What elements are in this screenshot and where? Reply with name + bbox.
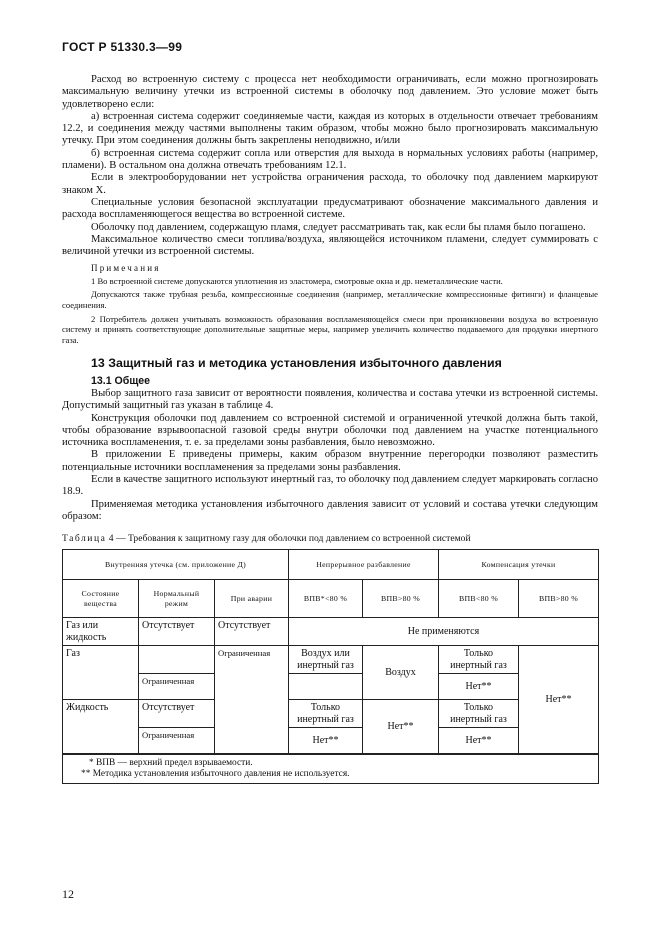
- table-row: [63, 728, 599, 754]
- paragraph: Расход во встроенную систему с процесса нет необходимости ограничивать, если можно прогнозировать максимальную величину утечки из встроенной системы в оболочку под давлением. Это условие может быть удовлетворено если:: [62, 74, 598, 110]
- footnote: ** Методика установления избыточного давления не используется.: [81, 768, 350, 779]
- cell-normal-empty: [139, 646, 215, 674]
- cell-emergency: Отсутствует: [215, 618, 289, 646]
- paragraph: Оболочку под давлением, содержащую пламя, следует рассматривать так, как если бы пламя было погашено.: [91, 221, 586, 233]
- header-dilution-gt80: ВПВ>80 %: [363, 580, 439, 618]
- table-caption-word: Таблица: [62, 533, 107, 545]
- note-item: 2 Потребитель должен учитывать возможность образования воспламеняющейся смеси при проникновении воздуха во встроенную систему и принять соответствующие дополнительные защитные меры, например увеличить количество подаваемого для продувки инертного газа.: [62, 313, 598, 345]
- paragraph: б) встроенная система содержит сопла или отверстия для выхода в нормальных условиях работы (например, пламени). В остальном она должна отвечать требованиям 12.1.: [62, 147, 598, 172]
- note-item: Допускаются также трубная резьба, компрессионные соединения (например, металлические компрессионные фитинги) и фланцевые соединения.: [62, 289, 598, 310]
- table-header-row: [63, 550, 599, 580]
- cell-normal: Ограниченная: [139, 674, 215, 700]
- paragraph: Выбор защитного газа зависит от вероятности появления, количества и состава утечки из встроенной системы. Допустимый защитный газ указан в таблице 4.: [62, 387, 598, 412]
- section-title: 13 Защитный газ и методика установления избыточного давления: [91, 356, 502, 371]
- table-footnotes: [63, 754, 599, 784]
- cell-normal: Отсутствует: [139, 700, 215, 728]
- paragraph: а) встроенная система содержит соединяемые части, каждая из которых в отдельности отвечает требованиям 12.2, и соединения между частями выполнены таким образом, чтобы можно было прогнозировать максимальную утечку. При этом соединения должны быть закреплены неподвижно, и/или: [62, 110, 598, 147]
- notes-heading: Примечания: [91, 263, 161, 274]
- cell-not-applicable: Не применяются: [289, 618, 599, 646]
- table-caption-text: 4 — Требования к защитному газу для оболочки под давлением со встроенной системой: [108, 533, 471, 545]
- header-compensation-lt80: ВПВ<80 %: [439, 580, 519, 618]
- cell-no: Нет**: [439, 728, 519, 754]
- table-caption: [62, 533, 598, 545]
- paragraph: Конструкция оболочки под давлением со встроенной системой и ограниченной утечкой должна быть такой, чтобы образование взрывоопасной газовой среды внутри оболочки под давлением на участке потенциального источника воспламенения, т. е. за пределами зоны разбавления, было невозможно.: [62, 412, 598, 449]
- cell-normal: Отсутствует: [139, 618, 215, 646]
- cell-only-inert: Только инертный газ: [289, 700, 363, 728]
- cell-no: Нет**: [439, 674, 519, 700]
- cell-no: Нет**: [363, 700, 439, 754]
- table-row: [63, 700, 599, 728]
- header-emergency: При аварии: [215, 580, 289, 618]
- document-header: ГОСТ Р 51330.3—99: [62, 40, 183, 54]
- cell-no: Нет**: [519, 646, 599, 754]
- header-continuous-dilution: Непрерывное разбавление: [289, 550, 439, 580]
- page-number: 12: [62, 887, 74, 901]
- header-state: Состояние вещества: [63, 580, 139, 618]
- footnote: * ВПВ — верхний предел взрываемости.: [89, 757, 253, 768]
- cell-emergency: Ограниченная: [215, 646, 289, 754]
- paragraph: В приложении Е приведены примеры, каким образом внутренние перегородки позволяют разместить потенциальные источники воспламенения за пределами зоны разбавления.: [62, 449, 598, 473]
- cell-air-or-inert: Воздух или инертный газ: [289, 646, 363, 674]
- table-header-row: [63, 580, 599, 618]
- cell-air: Воздух: [363, 646, 439, 700]
- subsection-title: 13.1 Общее: [91, 374, 151, 387]
- page-body: [62, 74, 598, 784]
- paragraph: Если в электрооборудовании нет устройства ограничения расхода, то оболочку под давлением маркируют знаком X.: [62, 172, 598, 196]
- header-compensation-gt80: ВПВ>80 %: [519, 580, 599, 618]
- header-dilution-lt80: ВПВ*<80 %: [289, 580, 363, 618]
- paragraph: Специальные условия безопасной эксплуатации предусматривают обозначение максимального давления и расхода воспламеняющегося вещества во встроенной системе.: [62, 196, 598, 221]
- table-row: [63, 674, 599, 700]
- footnote-cell: [63, 754, 599, 784]
- cell-only-inert: Только инертный газ: [439, 700, 519, 728]
- cell-state: Газ или жидкость: [63, 618, 139, 646]
- table-row: [63, 618, 599, 646]
- header-leak-compensation: Компенсация утечки: [439, 550, 599, 580]
- cell-state: Жидкость: [63, 700, 139, 754]
- cell-empty: [289, 674, 363, 700]
- cell-no: Нет**: [289, 728, 363, 754]
- cell-normal: Ограниченная: [139, 728, 215, 754]
- gas-requirements-table: [62, 549, 599, 784]
- header-normal: Нормальный режим: [139, 580, 215, 618]
- paragraph: Если в качестве защитного используют инертный газ, то оболочку под давлением следует маркировать согласно 18.9.: [62, 473, 598, 498]
- paragraph: Применяемая методика установления избыточного давления зависит от условий и состава утечки следующим образом:: [62, 498, 598, 522]
- header-internal-leak: Внутренняя утечка (см. приложение Д): [63, 550, 289, 580]
- note-item: 1 Во встроенной системе допускаются уплотнения из эластомера, смотровые окна и др. неметаллические части.: [91, 275, 503, 286]
- table-row: [63, 646, 599, 674]
- paragraph: Максимальное количество смеси топлива/воздуха, являющейся источником пламени, следует суммировать с величиной утечки из встроенной системы.: [62, 233, 598, 258]
- cell-only-inert: Только инертный газ: [439, 646, 519, 674]
- cell-state: Газ: [63, 646, 139, 700]
